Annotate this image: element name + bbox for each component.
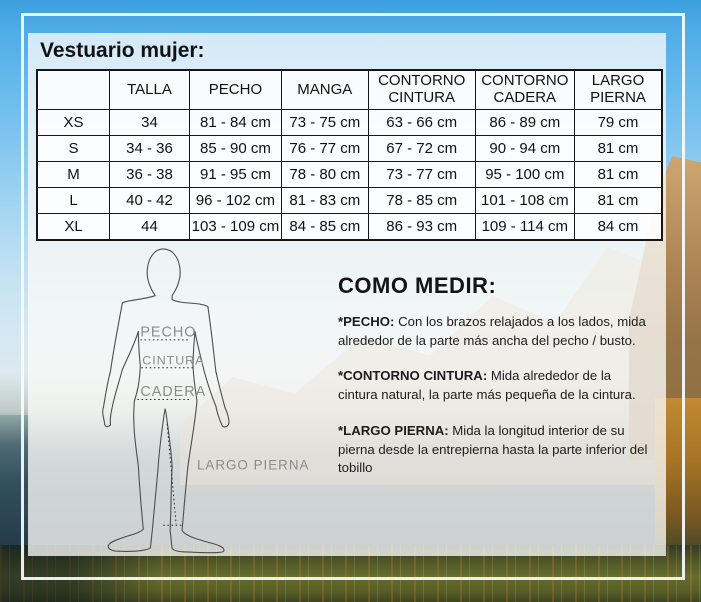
cadera-cell: 101 - 108 cm bbox=[475, 188, 574, 214]
pecho-cell: 91 - 95 cm bbox=[190, 162, 282, 188]
cadera-cell: 95 - 100 cm bbox=[475, 162, 574, 188]
cintura-cell: 73 - 77 cm bbox=[368, 162, 475, 188]
measure-item-pecho bbox=[338, 313, 654, 350]
size-cell: XL bbox=[37, 214, 110, 241]
pierna-cell: 81 cm bbox=[575, 136, 663, 162]
measure-item-text: Con los brazos relajados a los lados, mida alrededor de la parte más ancha del pecho / busto. bbox=[338, 314, 646, 348]
pierna-cell: 81 cm bbox=[575, 162, 663, 188]
manga-cell: 76 - 77 cm bbox=[281, 136, 368, 162]
measure-item-text: Mida alrededor de la cintura natural, la parte más pequeña de la cintura. bbox=[338, 368, 636, 403]
talla-cell: 34 bbox=[110, 110, 190, 136]
table-row bbox=[37, 188, 662, 214]
talla-cell: 36 - 38 bbox=[110, 162, 190, 188]
measure-item-label: *CONTORNO CINTURA: bbox=[338, 368, 488, 384]
table-header-row bbox=[37, 70, 662, 110]
measure-instructions bbox=[338, 273, 654, 495]
measure-item-label: *PECHO: bbox=[338, 314, 395, 329]
measure-item-label: *LARGO PIERNA: bbox=[338, 422, 449, 438]
table-row bbox=[37, 162, 662, 188]
figure-label-waist: CINTURA bbox=[142, 353, 205, 368]
page-title: Vestuario mujer: bbox=[40, 39, 205, 62]
cintura-cell: 86 - 93 cm bbox=[368, 214, 475, 241]
talla-cell: 40 - 42 bbox=[110, 188, 190, 214]
talla-cell: 34 - 36 bbox=[110, 136, 190, 162]
manga-cell: 81 - 83 cm bbox=[281, 188, 368, 214]
talla-cell: 44 bbox=[110, 214, 190, 241]
measure-item-text: Mida la longitud interior de su pierna desde la entrepierna hasta la parte inferior del tobillo bbox=[338, 422, 648, 476]
pecho-cell: 81 - 84 cm bbox=[190, 110, 282, 136]
pierna-cell: 84 cm bbox=[575, 214, 663, 241]
table-row bbox=[37, 110, 662, 136]
header-pecho: PECHO bbox=[190, 70, 282, 110]
body-figure-diagram bbox=[85, 245, 310, 563]
size-cell: S bbox=[37, 136, 110, 162]
table-row bbox=[37, 136, 662, 162]
cintura-cell: 67 - 72 cm bbox=[368, 136, 475, 162]
header-contorno-cadera: CONTORNO CADERA bbox=[475, 70, 574, 110]
size-table bbox=[36, 69, 663, 241]
info-card bbox=[28, 33, 666, 556]
pierna-cell: 81 cm bbox=[575, 188, 663, 214]
figure-label-hip: CADERA bbox=[140, 384, 207, 401]
pecho-cell: 96 - 102 cm bbox=[190, 188, 282, 214]
measure-item-pierna bbox=[338, 422, 654, 478]
cadera-cell: 109 - 114 cm bbox=[475, 214, 574, 241]
header-manga: MANGA bbox=[281, 70, 368, 110]
cintura-cell: 63 - 66 cm bbox=[368, 110, 475, 136]
figure-label-chest: PECHO bbox=[140, 324, 197, 341]
body-outline bbox=[103, 249, 229, 553]
header-empty bbox=[37, 70, 110, 110]
manga-cell: 84 - 85 cm bbox=[281, 214, 368, 241]
pecho-cell: 103 - 109 cm bbox=[190, 214, 282, 241]
cadera-cell: 90 - 94 cm bbox=[475, 136, 574, 162]
pecho-cell: 85 - 90 cm bbox=[190, 136, 282, 162]
manga-cell: 73 - 75 cm bbox=[281, 110, 368, 136]
cadera-cell: 86 - 89 cm bbox=[475, 110, 574, 136]
measure-item-cintura bbox=[338, 367, 654, 404]
size-cell: L bbox=[37, 188, 110, 214]
cintura-cell: 78 - 85 cm bbox=[368, 188, 475, 214]
table-row bbox=[37, 214, 662, 241]
figure-label-leg: LARGO PIERNA bbox=[196, 457, 310, 473]
manga-cell: 78 - 80 cm bbox=[281, 162, 368, 188]
header-largo-pierna: LARGO PIERNA bbox=[575, 70, 663, 110]
size-cell: M bbox=[37, 162, 110, 188]
pierna-cell: 79 cm bbox=[575, 110, 663, 136]
size-cell: XS bbox=[37, 110, 110, 136]
measure-heading: COMO MEDIR: bbox=[338, 273, 497, 298]
header-talla: TALLA bbox=[110, 70, 190, 110]
header-contorno-cintura: CONTORNO CINTURA bbox=[368, 70, 475, 110]
